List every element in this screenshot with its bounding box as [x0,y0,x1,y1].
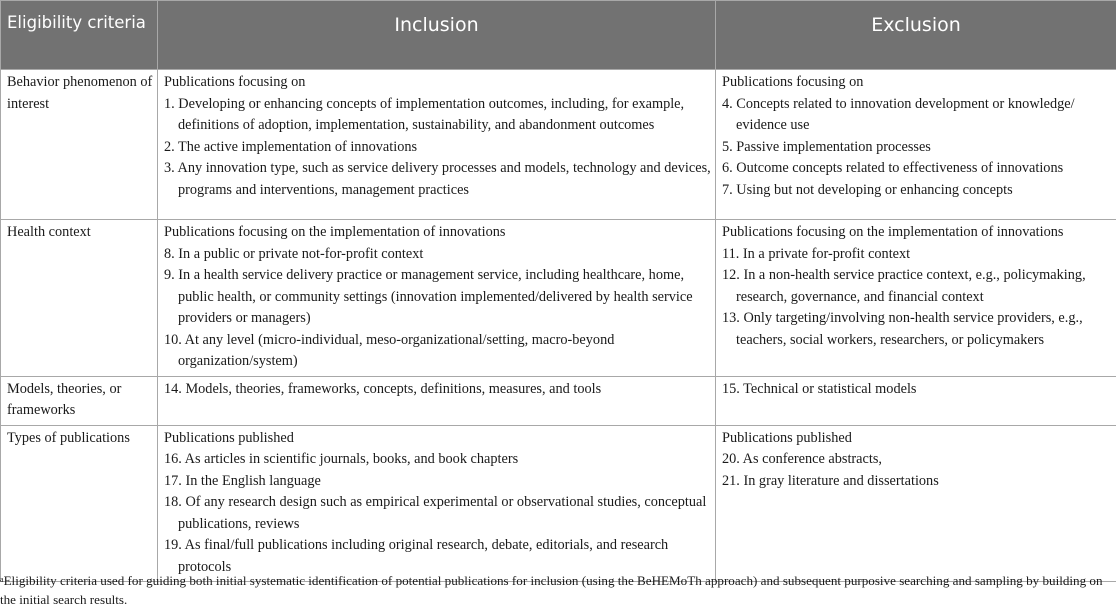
criterion-cell [1,70,158,220]
list-item: 7. Using but not developing or enhancing concepts [722,181,1013,198]
header-eligibility-criteria: Eligibility criteria [1,1,158,70]
table-footnote [0,572,1114,609]
list-item: 20. As conference abstracts, [722,451,882,467]
footnote-text: Eligibility criteria used for guiding both initial systematic identification of potential publications for inclusion (using the BeHEMoTh approach) and subsequent purposive searching and sampling by building on the initial search results. [0,573,1103,607]
header-inclusion: Inclusion [158,1,716,70]
inclusion-cell [158,376,716,425]
criterion-label: Models, theories, or frameworks [7,380,122,418]
list-item: 2. The active implementation of innovations [164,138,418,155]
criterion-label: Types of publications [7,429,130,446]
list-item: 13. Only targeting/involving non-health service providers, e.g., teachers, social workers, researchers, or policymakers [722,310,1083,348]
inclusion-intro: Publications focusing on the implementation of innovations [164,224,506,240]
list-item: 14. Models, theories, frameworks, concepts, definitions, measures, and tools [164,380,602,397]
list-item: 9. In a health service delivery practice or management service, including healthcare, home, public health, or community settings (innovation implemented/delivered by health service providers or managers) [164,267,693,326]
exclusion-intro: Publications focusing on the implementation of innovations [722,224,1064,240]
criterion-label: Health context [7,224,91,240]
exclusion-cell [716,376,1116,425]
exclusion-intro: Publications focusing on [722,74,864,90]
header-exclusion: Exclusion [716,1,1116,70]
list-item: 18. Of any research design such as empirical experimental or observational studies, conceptual publications, reviews [164,494,707,532]
footnote-marker: a [0,575,4,584]
list-item: 4. Concepts related to innovation development or knowledge/ evidence use [722,95,1075,133]
list-item: 21. In gray literature and dissertations [722,472,939,489]
table-row [1,425,1116,582]
exclusion-cell [716,70,1116,220]
exclusion-intro: Publications published [722,429,852,446]
criterion-cell [1,425,158,582]
exclusion-cell [716,220,1116,377]
list-item: 10. At any level (micro-individual, meso-organizational/setting, macro-beyond organization/system) [164,331,615,369]
criterion-label: Behavior phenomenon of interest [7,74,153,112]
list-item: 15. Technical or statistical models [722,380,917,397]
exclusion-cell [716,425,1116,582]
list-item: 6. Outcome concepts related to effectiveness of innovations [722,160,1064,176]
list-item: 12. In a non-health service practice context, e.g., policymaking, research, governance, and financial context [722,267,1086,305]
list-item: 19. As final/full publications including original research, debate, editorials, and research protocols [164,537,669,575]
inclusion-cell [158,70,716,220]
list-item: 3. Any innovation type, such as service delivery processes and models, technology and devices, programs and interventions, management practices [164,160,711,198]
inclusion-intro: Publications focusing on [164,74,306,90]
list-item: 1. Developing or enhancing concepts of implementation outcomes, including, for example, definitions of adoption, implementation, sustainability, and abandonment outcomes [164,95,685,133]
inclusion-cell [158,220,716,377]
criterion-cell [1,376,158,425]
table-row [1,220,1116,377]
list-item: 5. Passive implementation processes [722,138,931,155]
list-item: 8. In a public or private not-for-profit context [164,245,424,262]
list-item: 17. In the English language [164,472,321,489]
inclusion-cell [158,425,716,582]
table-row [1,376,1116,425]
table-header-row [1,1,1116,70]
list-item: 11. In a private for-profit context [722,245,911,262]
list-item: 16. As articles in scientific journals, books, and book chapters [164,451,519,467]
table-row [1,70,1116,220]
criterion-cell [1,220,158,377]
inclusion-intro: Publications published [164,429,294,446]
